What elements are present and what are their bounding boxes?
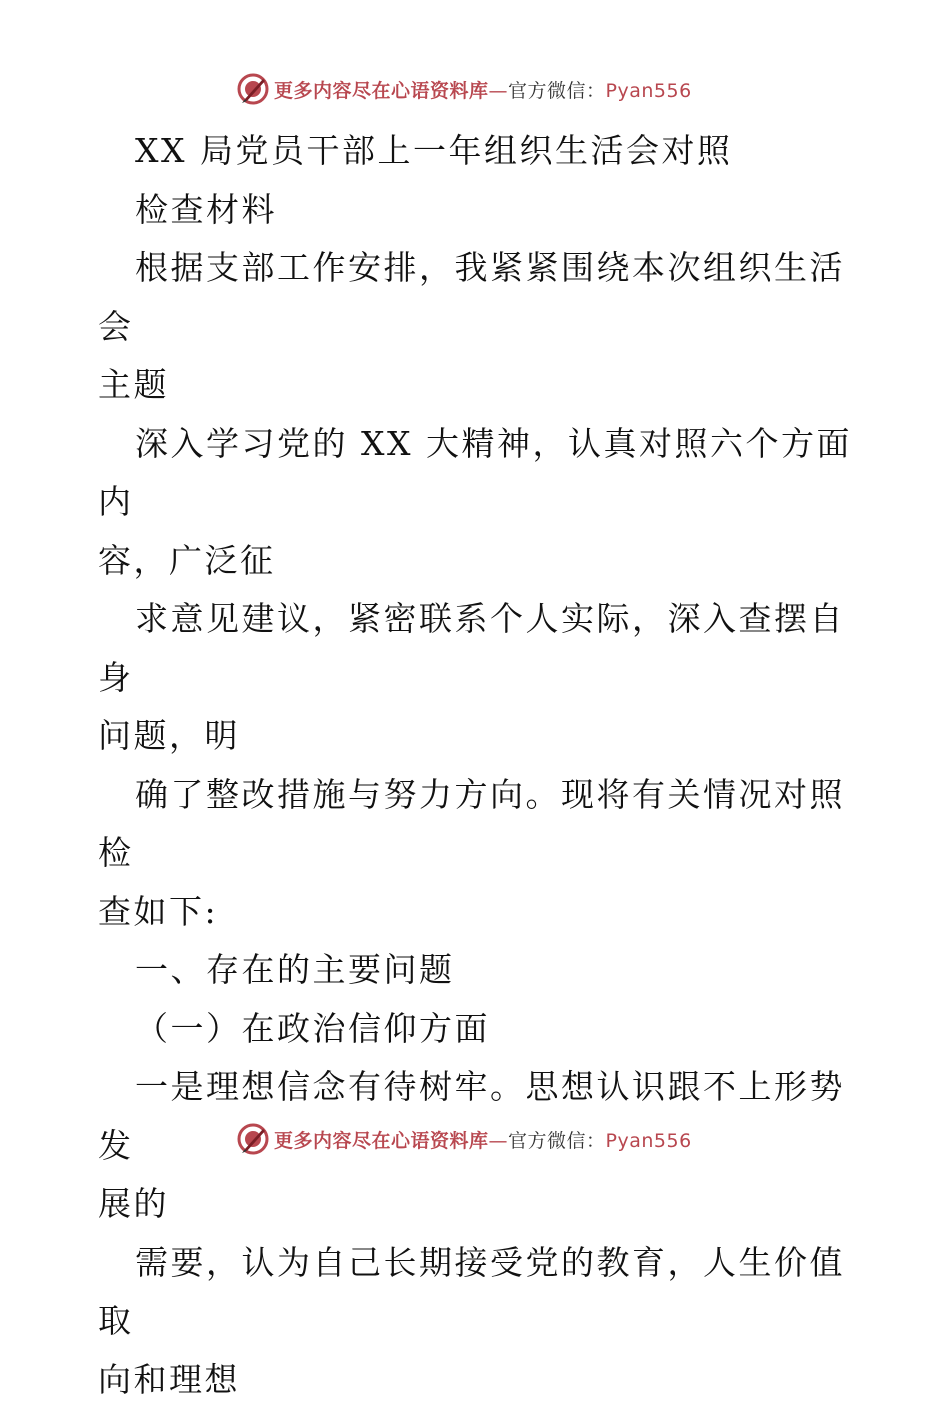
paragraph-line: 需要，认为自己长期接受党的教育，人生价值取 (98, 1234, 854, 1351)
watermark-dash: — (489, 1130, 509, 1152)
paragraph-line: 根据支部工作安排，我紧紧围绕本次组织生活会 (98, 239, 854, 356)
watermark-text (274, 1126, 692, 1153)
paragraph-line: 深入学习党的 XX 大精神，认真对照六个方面内 (98, 415, 854, 532)
document-title-line-1: XX 局党员干部上一年组织生活会对照 (98, 122, 854, 181)
watermark-wechat-id: Pyan556 (606, 80, 692, 102)
paragraph-line: 问题，明 (98, 707, 854, 766)
document-body (98, 122, 854, 1409)
watermark-wechat-label: 官方微信： (508, 1130, 606, 1152)
watermark-dash: — (489, 80, 509, 102)
watermark-brand: 更多内容尽在心语资料库 (274, 1130, 489, 1152)
paragraph-line: 一是理想信念有待树牢。思想认识跟不上形势发 (98, 1058, 854, 1175)
watermark-wechat-label: 官方微信： (508, 80, 606, 102)
red-pen-seal-icon (236, 1122, 270, 1156)
paragraph-line: 容，广泛征 (98, 532, 854, 591)
watermark-brand: 更多内容尽在心语资料库 (274, 80, 489, 102)
footer-watermark (236, 1122, 692, 1156)
section-heading: 一、存在的主要问题 (98, 941, 854, 1000)
document-title-line-2: 检查材料 (98, 181, 854, 240)
paragraph-line: 展的 (98, 1175, 854, 1234)
red-pen-seal-icon (236, 72, 270, 106)
paragraph-line: 求意见建议，紧密联系个人实际，深入查摆自身 (98, 590, 854, 707)
watermark-wechat-id: Pyan556 (606, 1130, 692, 1152)
paragraph-line: 主题 (98, 356, 854, 415)
subsection-heading: （一）在政治信仰方面 (98, 1000, 854, 1059)
paragraph-line: 向和理想 (98, 1351, 854, 1409)
header-watermark (236, 72, 692, 106)
paragraph-line: 查如下: (98, 883, 854, 942)
paragraph-line: 确了整改措施与努力方向。现将有关情况对照检 (98, 766, 854, 883)
watermark-text (274, 76, 692, 103)
